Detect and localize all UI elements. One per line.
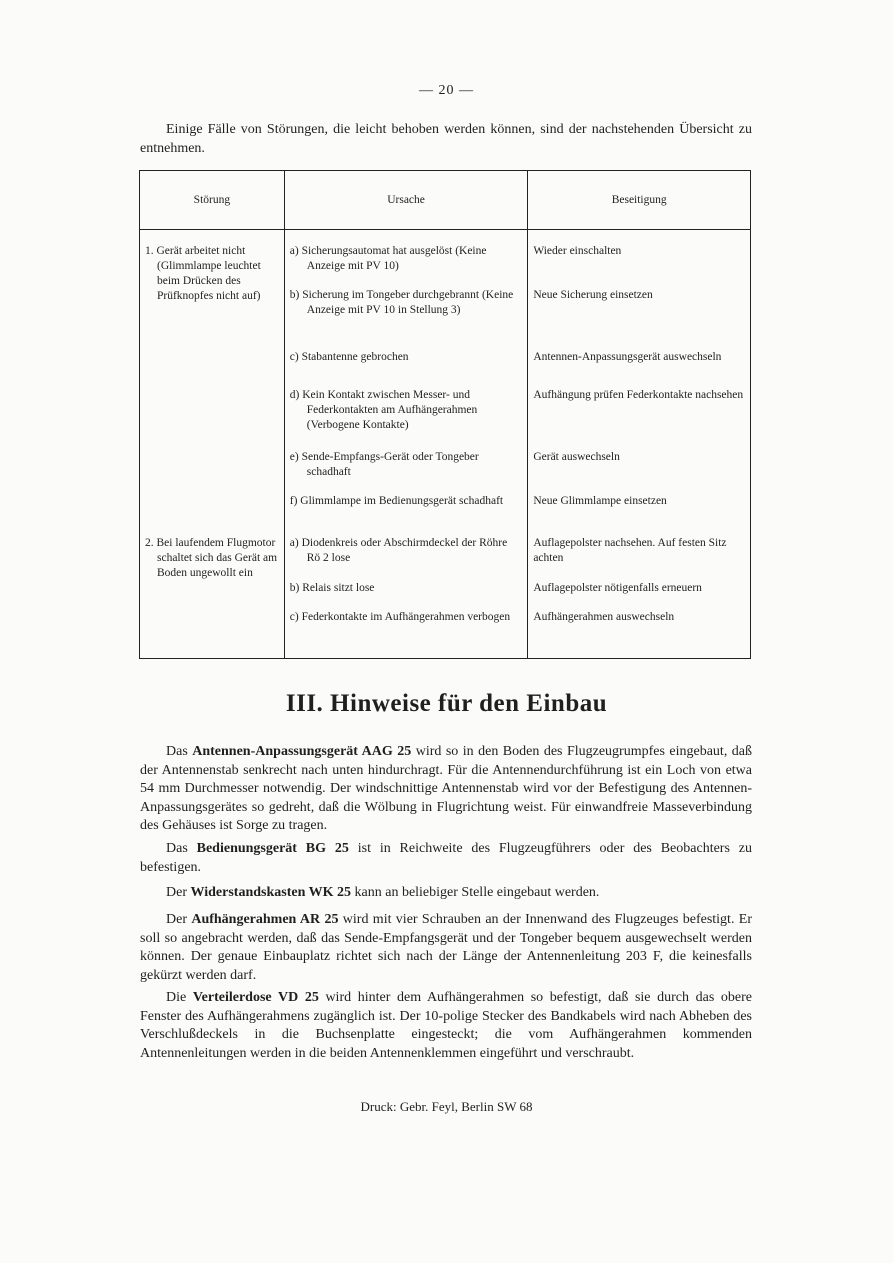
cause-item: f) Glimmlampe im Bedienungsgerät schadhaft [289,495,504,507]
remedy-item: Gerät auswechseln [533,451,620,463]
fault-item: 1. Gerät arbeitet nicht (Glimmlampe leuchtet beim Drücken des Prüfknopfes nicht auf) [145,245,261,302]
printer-imprint: Druck: Gebr. Feyl, Berlin SW 68 [360,1099,533,1114]
remedy-item: Neue Sicherung einsetzen [533,289,653,301]
remedy-item: Neue Glimmlampe einsetzen [533,495,667,507]
cause-item: a) Diodenkreis oder Abschirmdeckel der Röhre Rö 2 lose [289,537,508,564]
fault-column [140,230,285,659]
paragraph-resistor-box: Der Widerstandskasten WK 25 kann an beliebiger Stelle eingebaut werden. [166,885,600,900]
remedy-item: Auflagepolster nötigenfalls erneuern [533,582,702,594]
paragraph-distribution-box: Die Verteilerdose VD 25 wird hinter dem Aufhängerahmen so befestigt, daß sie durch das obere Fenster des Aufhängerahmens zugänglich ist. Der 10-polige Stecker des Bandkabels wird nach Abheben des Verschlußdeckels in die Buchsenplatte eingesteckt; die vom Aufhängerahmen kommenden Antennenleitungen werden in die beiden Antennenklemmen eingeführt und verschraubt. [140,990,752,1061]
remedy-item: Auflagepolster nachsehen. Auf festen Sitz achten [533,537,727,564]
remedy-item: Antennen-Anpassungsgerät auswechseln [533,351,722,363]
cause-item: e) Sende-Empfangs-Gerät oder Tongeber schadhaft [289,451,479,478]
remedy-item: Wieder einschalten [533,245,622,257]
cause-item: b) Relais sitzt lose [289,582,375,594]
cause-item: c) Federkontakte im Aufhängerahmen verbogen [289,611,511,623]
paragraph-antenna-adapter: Das Antennen-Anpassungsgerät AAG 25 wird so in den Boden des Flugzeugrumpfes eingebaut, daß der Antennenstab senkrecht nach unten hindurchragt. Für die Antennendurchführung ist ein Loch von etwa 54 mm Durchmesser notwendig. Der windschnittige Antennenstab wird vor der Befestigung des Antennen-Anpassungsgerätes so gedreht, daß die Wölbung in Flugrichtung weist. Für einwandfreie Masseverbindung des Gehäuses ist Sorge zu tragen. [140,744,752,834]
table-header-row [140,171,751,230]
cause-item: d) Kein Kontakt zwischen Messer- und Federkontakten am Aufhängerahmen (Verbogene Kontakte) [289,389,478,431]
paragraph-control-unit: Das Bedienungsgerät BG 25 ist in Reichweite des Flugzeugführers oder des Beobachters zu befestigen. [140,841,752,875]
cause-item: c) Stabantenne gebrochen [289,351,409,363]
intro-text: Einige Fälle von Störungen, die leicht behoben werden können, sind der nachstehenden Übersicht zu entnehmen. [140,122,752,156]
column-header-cause: Ursache [284,171,528,230]
cause-column [284,230,528,659]
cause-item: b) Sicherung im Tongeber durchgebrannt (Keine Anzeige mit PV 10 in Stellung 3) [289,289,514,316]
column-header-fault: Störung [140,171,285,230]
remedy-item: Aufhängerahmen auswechseln [533,611,675,623]
fault-item: 2. Bei laufendem Flugmotor schaltet sich das Gerät am Boden ungewollt ein [145,537,278,579]
section-heading: III. Hinweise für den Einbau [285,690,608,717]
paragraph-mounting-frame: Der Aufhängerahmen AR 25 wird mit vier Schrauben an der Innenwand des Flugzeuges befestigt. Er soll so angebracht werden, daß das Sende-Empfangsgerät und der Tongeber bequem ausgewechselt werden können. Der genaue Einbauplatz richtet sich nach der Länge der Antennenleitung 203 F, die keinesfalls gekürzt werden darf. [140,912,752,983]
remedy-column [528,230,751,659]
page-number: — 20 — [419,83,474,98]
table-body-row [140,230,751,659]
cause-item: a) Sicherungsautomat hat ausgelöst (Keine Anzeige mit PV 10) [289,245,487,272]
column-header-remedy: Beseitigung [528,171,751,230]
remedy-item: Aufhängung prüfen Federkontakte nachsehen [533,389,744,401]
troubleshooting-table [139,170,751,659]
